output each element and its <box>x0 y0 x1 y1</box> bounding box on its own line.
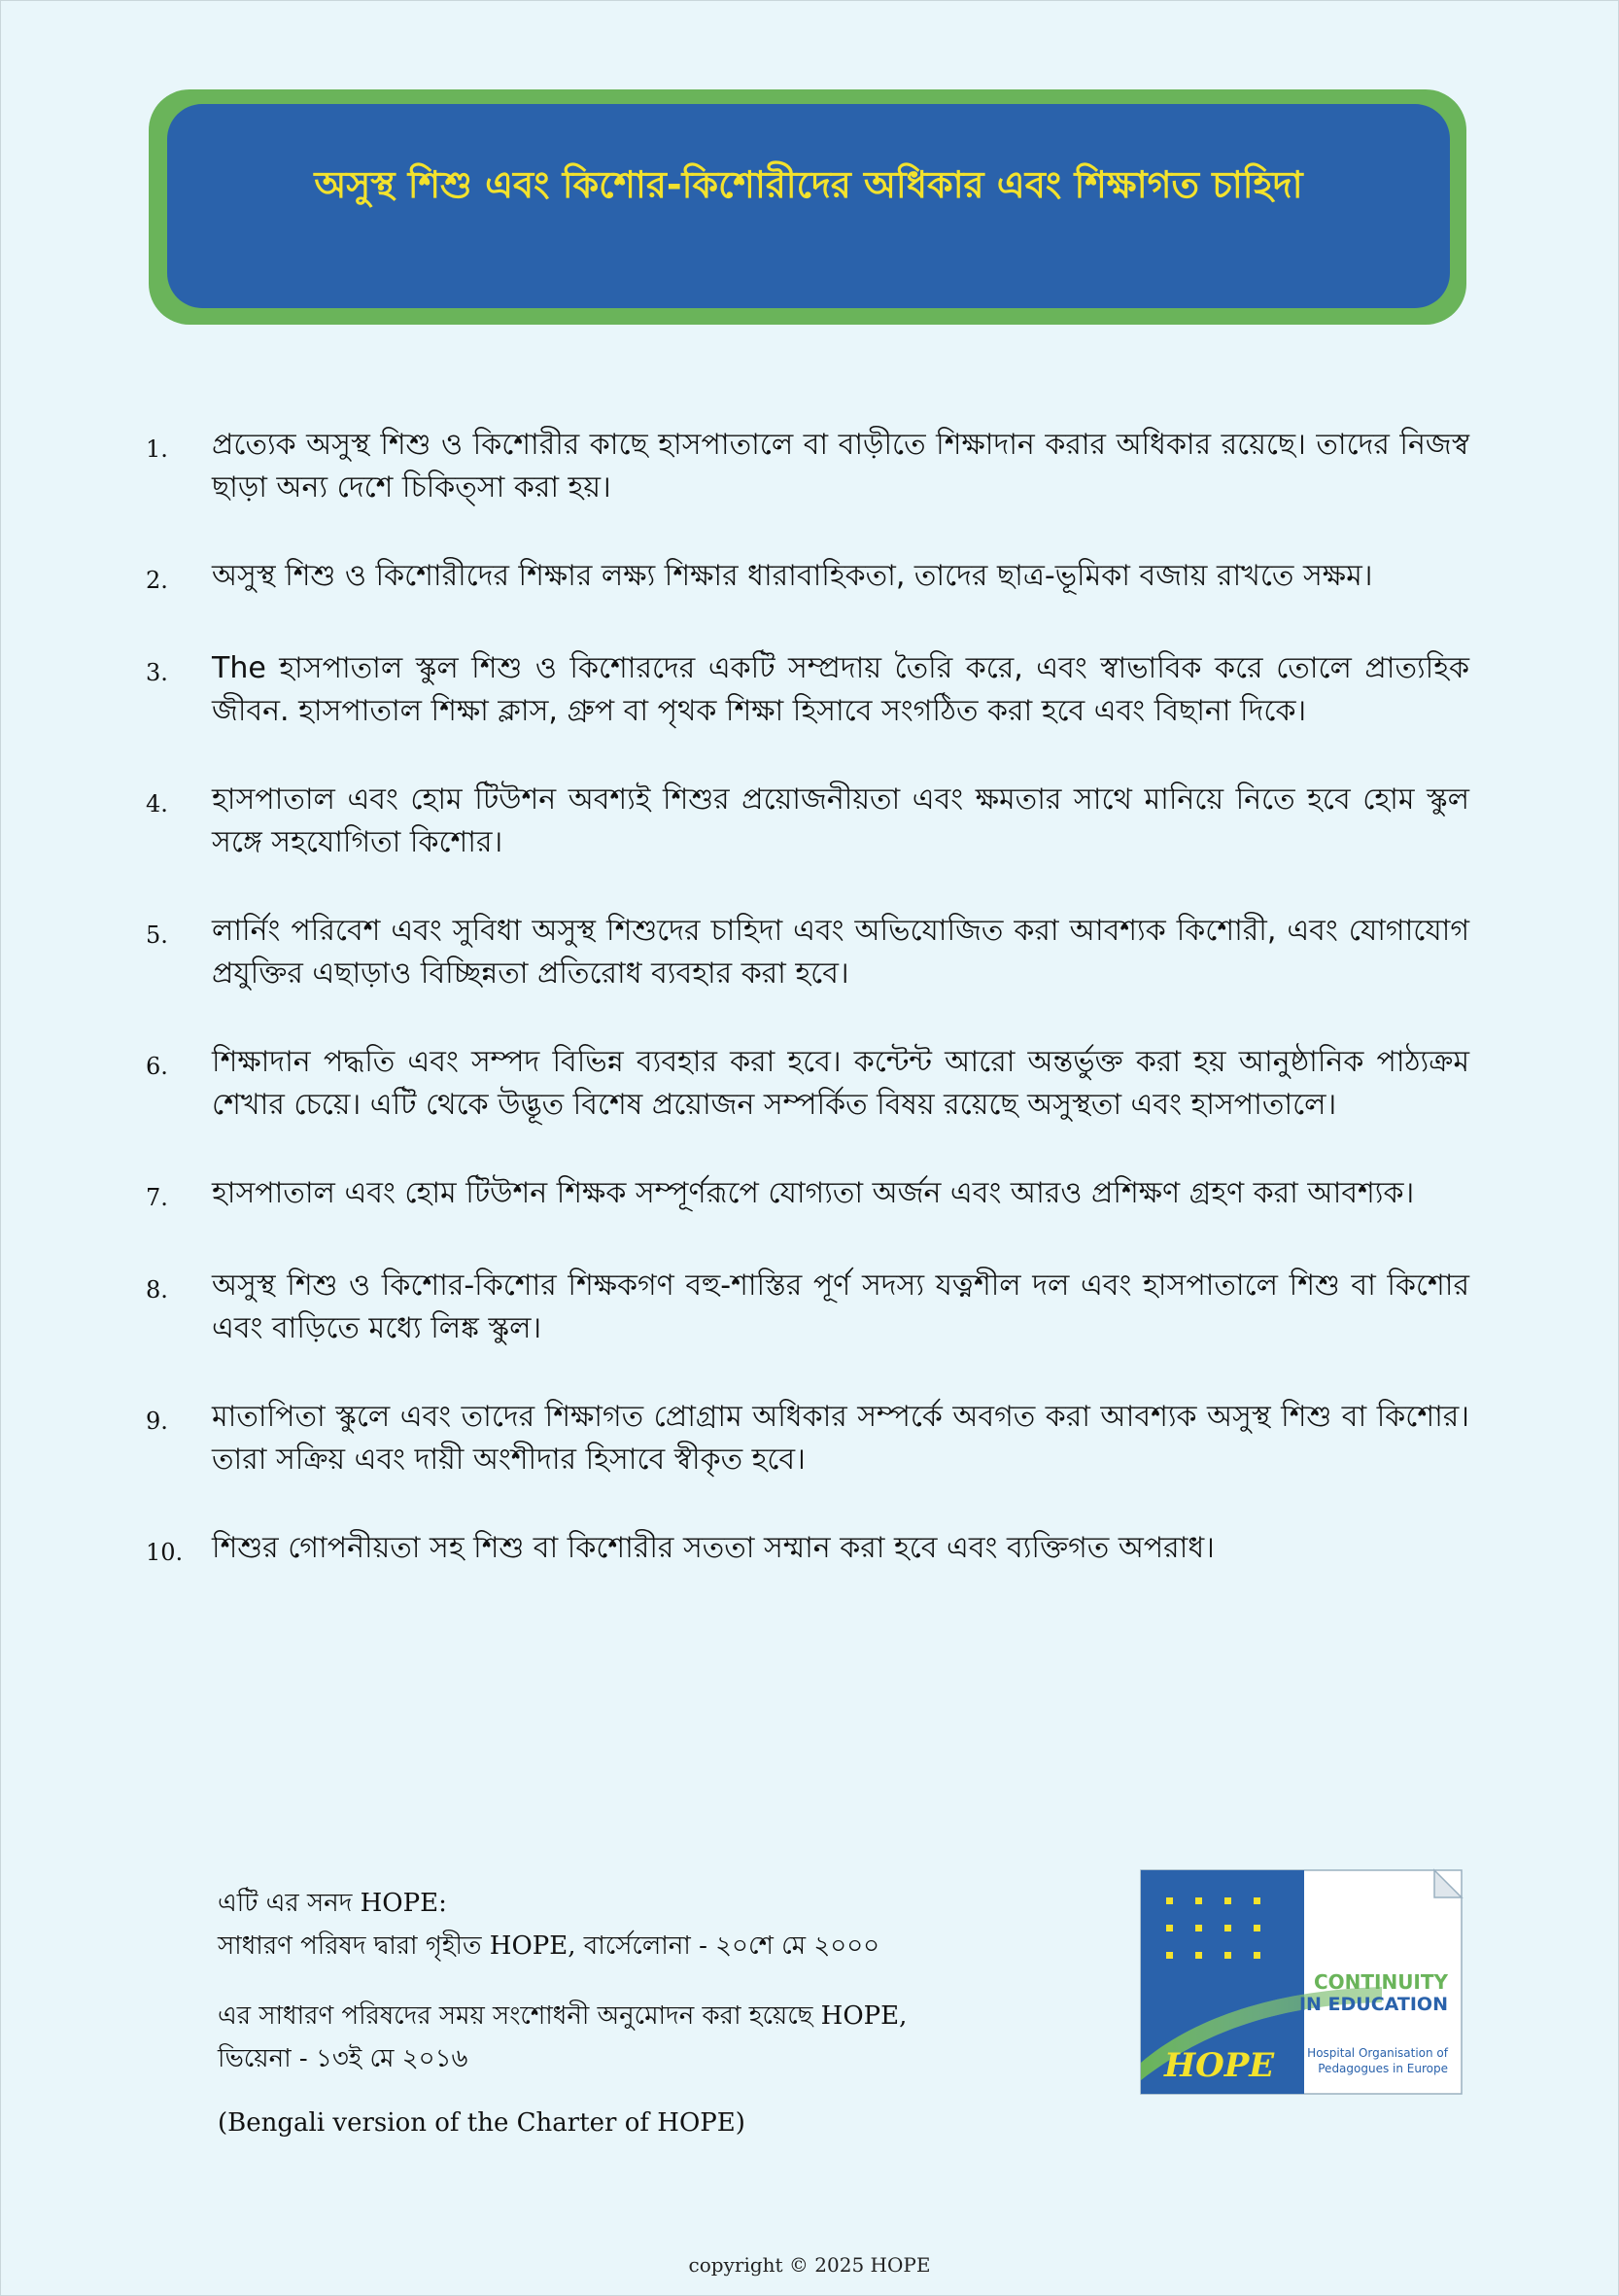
item-number: 8. <box>146 1276 168 1304</box>
list-item <box>146 424 1469 509</box>
list-item <box>146 1527 1469 1574</box>
item-text: লার্নিং পরিবেশ এবং সুবিধা অসুস্থ শিশুদের চাহিদা এবং অভিযোজিত করা আবশ্যক কিশোরী, এবং যোগাযোগ প্রযুক্তির এছাড়াও বিচ্ছিন্নতা প্রতিরোধ ব্যবহার করা হবে। <box>212 914 1469 991</box>
item-number: 4. <box>146 790 168 818</box>
footer-line: এটি এর সনদ HOPE: <box>218 1889 447 1918</box>
item-number: 3. <box>146 659 168 686</box>
item-number: 7. <box>146 1184 168 1211</box>
item-text: প্রত্যেক অসুস্থ শিশু ও কিশোরীর কাছে হাসপাতালে বা বাড়ীতে শিক্ষাদান করার অধিকার রয়েছে। তাদের নিজস্ব ছাড়া অন্য দেশে চিকিত্সা করা হয়। <box>212 428 1469 504</box>
item-text: হাসপাতাল এবং হোম টিউশন অবশ্যই শিশুর প্রয়োজনীয়তা এবং ক্ষমতার সাথে মানিয়ে নিতে হবে হোম স্কুল সঙ্গে সহযোগিতা কিশোর। <box>212 783 1469 859</box>
list-item <box>146 1396 1469 1481</box>
hope-logo <box>1139 1868 1464 2096</box>
list-item <box>146 910 1469 995</box>
list-item <box>146 1265 1469 1350</box>
list-item <box>146 647 1469 733</box>
item-text: শিক্ষাদান পদ্ধতি এবং সম্পদ বিভিন্ন ব্যবহার করা হবে। কন্টেন্ট আরো অন্তর্ভুক্ত করা হয় আনুষ্ঠানিক পাঠ্যক্রম শেখার চেয়ে। এটি থেকে উদ্ভূত বিশেষ প্রয়োজন সম্পর্কিত বিষয় রয়েছে অসুস্থতা এবং হাসপাতালে। <box>212 1045 1469 1122</box>
item-text: মাতাপিতা স্কুলে এবং তাদের শিক্ষাগত প্রোগ্রাম অধিকার সম্পর্কে অবগত করা আবশ্যক অসুস্থ শিশু বা কিশোর। তারা সক্রিয় এবং দায়ী অংশীদার হিসাবে স্বীকৃত হবে। <box>212 1400 1469 1477</box>
title-banner <box>167 104 1450 308</box>
list-item <box>146 779 1469 864</box>
footer-line: (Bengali version of the Charter of HOPE) <box>218 2108 745 2138</box>
item-number: 1. <box>146 435 168 463</box>
page-title: অসুস্থ শিশু এবং কিশোর-কিশোরীদের অধিকার এবং শিক্ষাগত চাহিদা <box>314 163 1303 206</box>
spacer <box>218 1967 1015 1995</box>
logo-continuity-text: CONTINUITY <box>1313 1970 1448 1994</box>
item-number: 5. <box>146 922 168 949</box>
list-item <box>146 1172 1469 1219</box>
logo-org-text: Pedagogues in Europe <box>1318 2062 1448 2075</box>
item-text: অসুস্থ শিশু ও কিশোরীদের শিক্ষার লক্ষ্য শিক্ষার ধারাবাহিকতা, তাদের ছাত্র-ভূমিকা বজায় রাখতে সক্ষম। <box>212 559 1373 593</box>
item-number: 9. <box>146 1408 168 1435</box>
footer-line: ভিয়েনা - ১৩ই মে ২০১৬ <box>218 2044 468 2073</box>
charter-footer <box>218 1882 1015 2144</box>
logo-education-text: IN EDUCATION <box>1298 1994 1448 2015</box>
charter-list <box>146 424 1469 1619</box>
list-item <box>146 555 1469 602</box>
footer-line: সাধারণ পরিষদ দ্বারা গৃহীত HOPE, বার্সেলোনা - ২০শে মে ২০০০ <box>218 1931 880 1961</box>
item-text: অসুস্থ শিশু ও কিশোর-কিশোর শিক্ষকগণ বহু-শাস্তির পূর্ণ সদস্য যত্নশীল দল এবং হাসপাতালে শিশু বা কিশোর এবং বাড়িতে মধ্যে লিঙ্ক স্কুল। <box>212 1269 1469 1345</box>
footer-line: এর সাধারণ পরিষদের সময় সংশোধনী অনুমোদন করা হয়েছে HOPE, <box>218 2001 908 2031</box>
list-item <box>146 1041 1469 1127</box>
item-number: 6. <box>146 1053 168 1080</box>
item-text: শিশুর গোপনীয়তা সহ শিশু বা কিশোরীর সততা সম্মান করা হবে এবং ব্যক্তিগত অপরাধ। <box>212 1531 1215 1565</box>
item-number: 10. <box>146 1539 184 1566</box>
logo-hope-text: HOPE <box>1164 2046 1275 2085</box>
item-number: 2. <box>146 567 168 594</box>
copyright-text: copyright © 2025 HOPE <box>688 2253 931 2277</box>
logo-org-text: Hospital Organisation of <box>1307 2046 1448 2060</box>
item-text: হাসপাতাল এবং হোম টিউশন শিক্ষক সম্পূর্ণরূপে যোগ্যতা অর্জন এবং আরও প্রশিক্ষণ গ্রহণ করা আবশ্যক। <box>212 1176 1415 1210</box>
spacer <box>218 2080 1015 2102</box>
item-text: The হাসপাতাল স্কুল শিশু ও কিশোরদের একটি সম্প্রদায় তৈরি করে, এবং স্বাভাবিক করে তোলে প্রাত্যহিক জীবন. হাসপাতাল শিক্ষা ক্লাস, গ্রুপ বা পৃথক শিক্ষা হিসাবে সংগঠিত করা হবে এবং বিছানা দিকে। <box>212 651 1469 728</box>
